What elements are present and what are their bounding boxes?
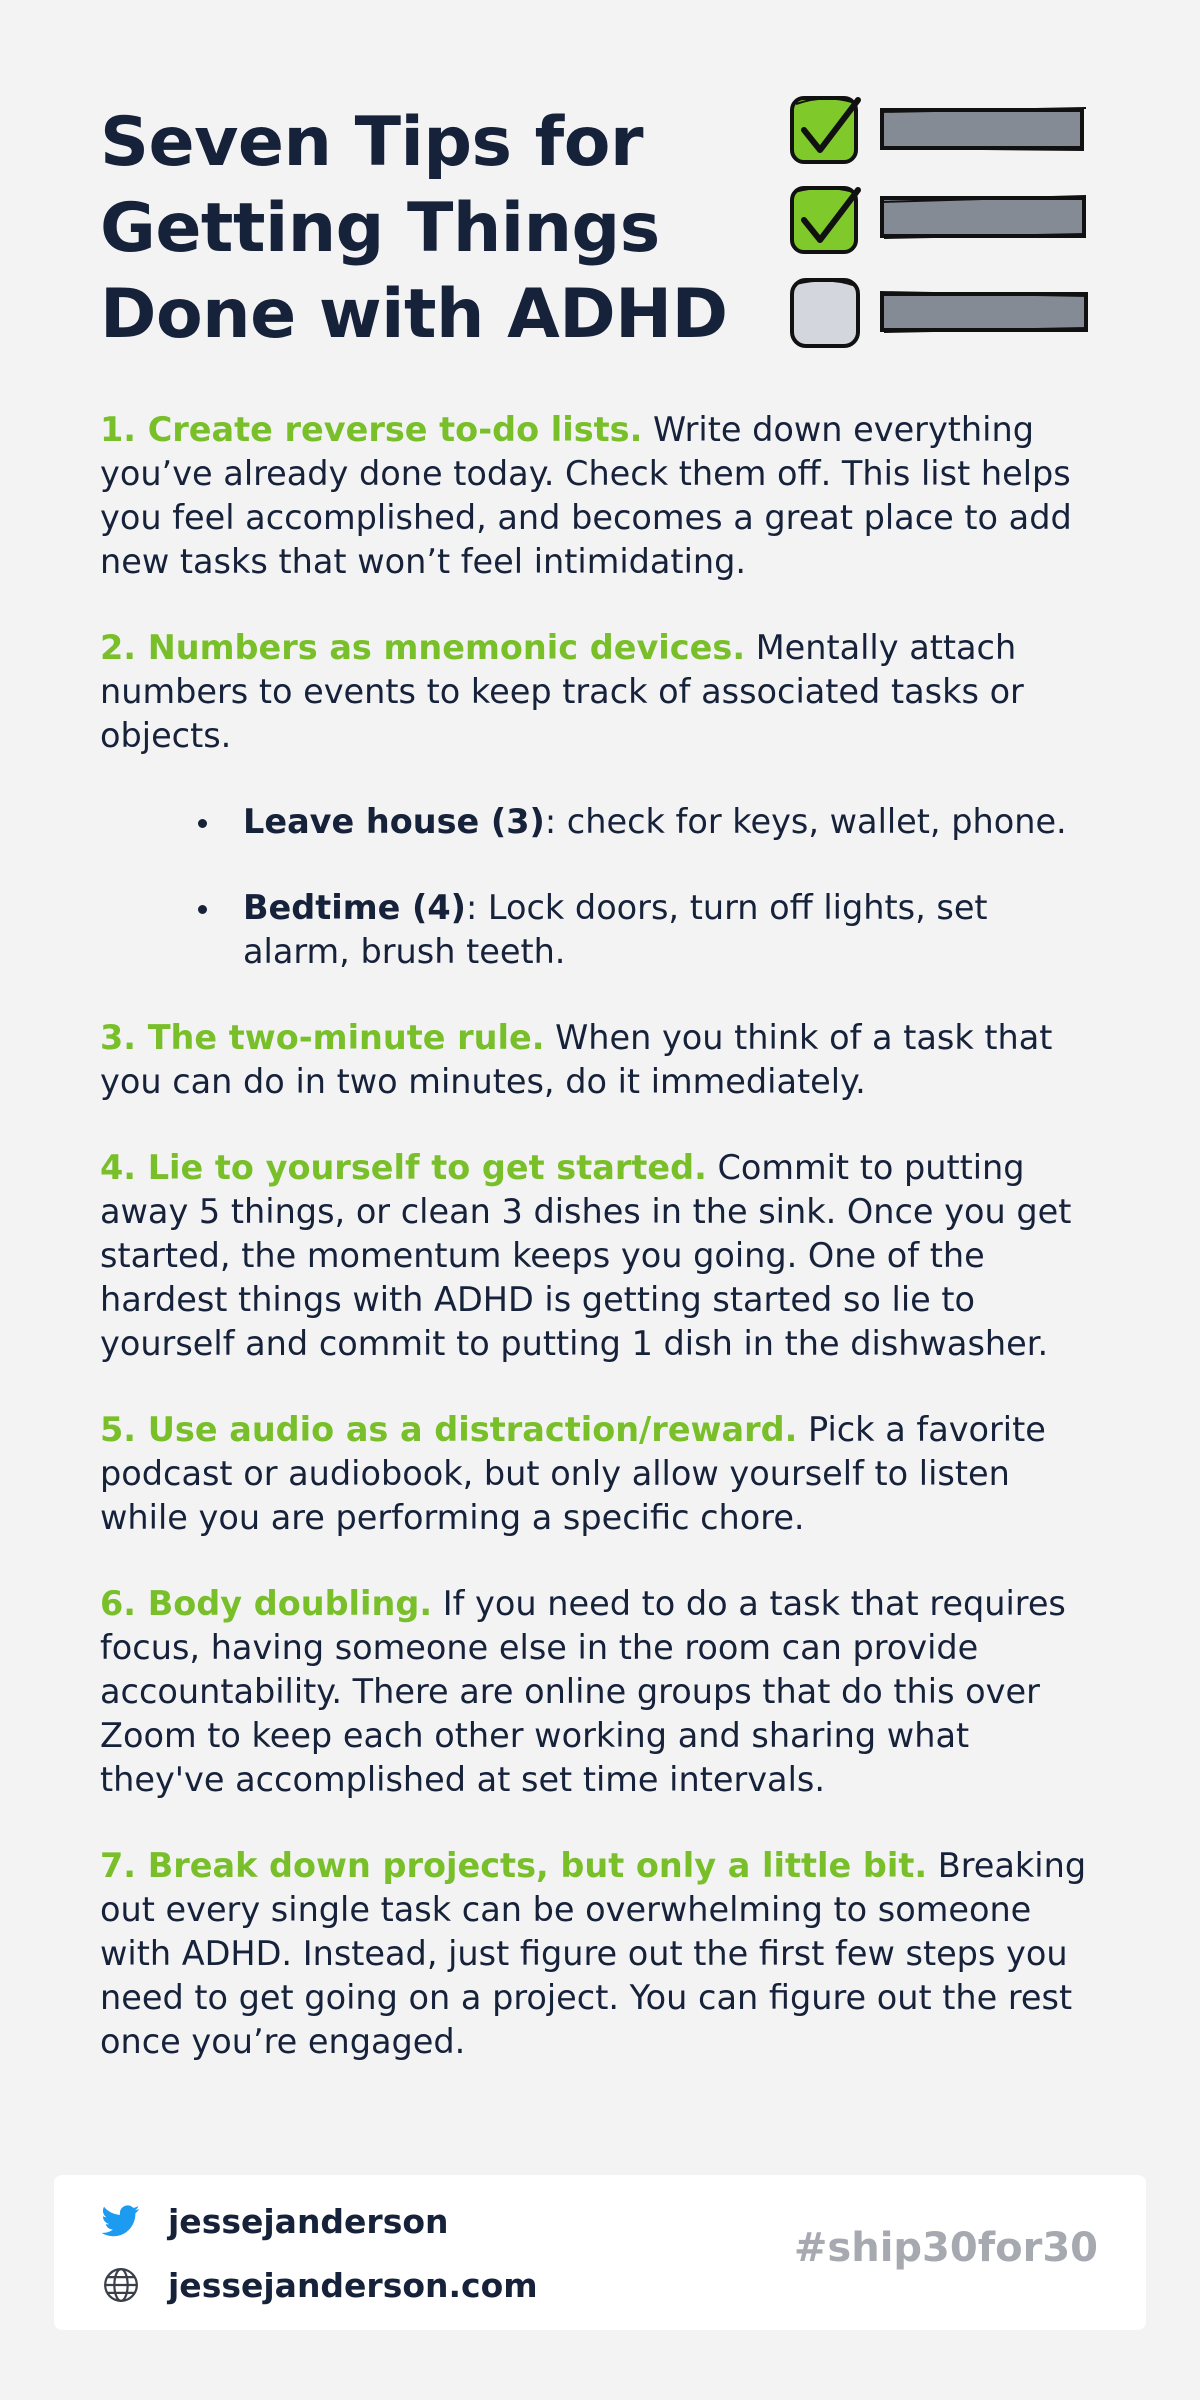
empty-box-icon bbox=[792, 280, 858, 346]
tip-body: Commit to putting away 5 things, or clean 3 dishes in the sink. Once you get started, the momentum keeps you going. One of the hardest things with ADHD is getting started so lie to yourself and commit to putting 1 dish in the dishwasher. bbox=[100, 1148, 1072, 1363]
tip-body: Breaking out every single task can be overwhelming to someone with ADHD. Instead, just figure out the first few steps you need to get going on a project. You can figure out the rest once you’re engaged. bbox=[100, 1846, 1087, 2061]
checklist-illustration-icon bbox=[788, 92, 1100, 362]
tip-6 bbox=[100, 1582, 1100, 1802]
footer-card bbox=[54, 2175, 1146, 2330]
example-term: Leave house (3) bbox=[243, 802, 545, 841]
tip-2 bbox=[100, 626, 1100, 758]
tip-body: When you think of a task that you can do in two minutes, do it immediately. bbox=[100, 1018, 1053, 1101]
task-bar-icon bbox=[880, 108, 1086, 150]
tip-heading: 6. Body doubling. bbox=[100, 1584, 433, 1623]
bullet-icon bbox=[198, 905, 207, 914]
checked-box-icon bbox=[792, 98, 858, 162]
example-text: : check for keys, wallet, phone. bbox=[544, 802, 1067, 841]
twitter-bird-icon bbox=[102, 2202, 140, 2240]
tip-heading: 3. The two-minute rule. bbox=[100, 1018, 545, 1057]
tip-heading: 4. Lie to yourself to get started. bbox=[100, 1148, 707, 1187]
list-item bbox=[198, 800, 1100, 844]
tip-3 bbox=[100, 1016, 1100, 1104]
mnemonic-examples bbox=[100, 800, 1100, 974]
task-bar-icon bbox=[880, 292, 1088, 332]
tip-body: Pick a favorite podcast or audiobook, but only allow yourself to listen while you are performing a specific chore. bbox=[100, 1410, 1046, 1537]
page-title bbox=[100, 100, 780, 358]
checked-box-icon bbox=[792, 188, 858, 252]
title-line: Getting Things bbox=[100, 189, 660, 268]
title-line: Seven Tips for bbox=[100, 103, 643, 182]
twitter-link[interactable] bbox=[102, 2197, 449, 2245]
tip-heading: 7. Break down projects, but only a little bit. bbox=[100, 1846, 928, 1885]
tip-1 bbox=[100, 408, 1100, 584]
twitter-handle: jessejanderson bbox=[168, 2201, 449, 2241]
website-url: jessejanderson.com bbox=[168, 2265, 538, 2305]
title-line: Done with ADHD bbox=[100, 275, 728, 354]
example-text: : Lock doors, turn off lights, set alarm, brush teeth. bbox=[243, 888, 988, 971]
bullet-icon bbox=[198, 819, 207, 828]
example-term: Bedtime (4) bbox=[243, 888, 466, 927]
tip-heading: 2. Numbers as mnemonic devices. bbox=[100, 628, 746, 667]
tip-4 bbox=[100, 1146, 1100, 1366]
tip-body: Mentally attach numbers to events to keep track of associated tasks or objects. bbox=[100, 628, 1024, 755]
tip-7 bbox=[100, 1844, 1100, 2064]
header bbox=[100, 100, 1100, 360]
globe-icon bbox=[102, 2266, 140, 2304]
tip-heading: 5. Use audio as a distraction/reward. bbox=[100, 1410, 798, 1449]
tips-list bbox=[100, 408, 1100, 2106]
hashtag: #ship30for30 bbox=[793, 2225, 1098, 2271]
website-link[interactable] bbox=[102, 2261, 538, 2309]
tip-body: If you need to do a task that requires focus, having someone else in the room can provide accountability. There are online groups that do this over Zoom to keep each other working and sharing what they've accomplished at set time intervals. bbox=[100, 1584, 1066, 1799]
task-bar-icon bbox=[880, 196, 1086, 238]
tip-5 bbox=[100, 1408, 1100, 1540]
tip-heading: 1. Create reverse to-do lists. bbox=[100, 410, 643, 449]
list-item bbox=[198, 886, 1100, 974]
tip-body: Write down everything you’ve already done today. Check them off. This list helps you feel accomplished, and becomes a great place to add new tasks that won’t feel intimidating. bbox=[100, 410, 1072, 581]
